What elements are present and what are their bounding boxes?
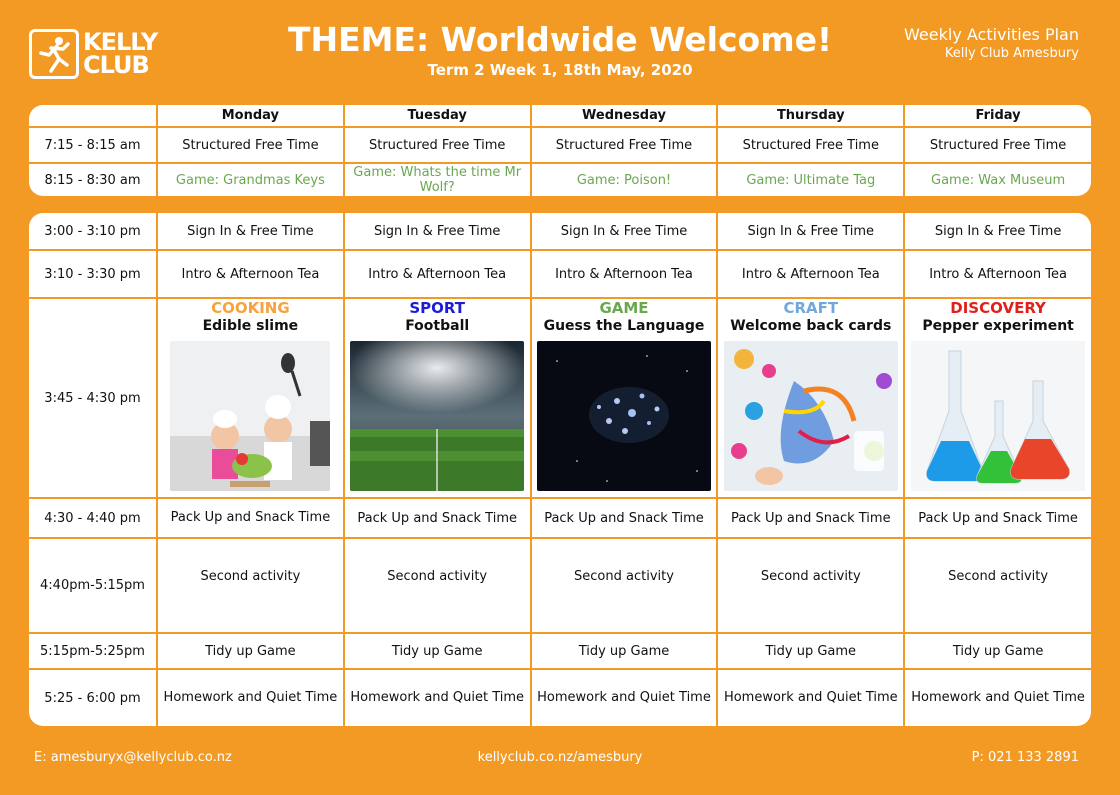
time-slot: 5:15pm-5:25pm (29, 633, 157, 669)
activity-name: Football (405, 318, 470, 334)
plan-location: Kelly Club Amesbury (944, 46, 1079, 61)
schedule-cell: Sign In & Free Time (157, 213, 344, 250)
schedule-cell: Homework and Quiet Time (531, 669, 718, 726)
schedule-cell: Sign In & Free Time (344, 213, 531, 250)
schedule-cell: Structured Free Time (531, 127, 718, 163)
time-slot: 3:00 - 3:10 pm (29, 213, 157, 250)
schedule-cell: Tidy up Game (344, 633, 531, 669)
kelly-club-logo (29, 27, 174, 81)
activity-cell-tuesday (344, 298, 531, 498)
schedule-cell: Second activity (717, 538, 904, 633)
morning-schedule-panel (29, 105, 1091, 196)
activity-cell-friday (904, 298, 1091, 498)
footer-website (0, 750, 1120, 765)
game-cell: Game: Ultimate Tag (717, 163, 904, 196)
schedule-cell: Intro & Afternoon Tea (157, 250, 344, 298)
schedule-cell: Structured Free Time (157, 127, 344, 163)
game-cell: Game: Poison! (531, 163, 718, 196)
schedule-cell: Pack Up and Snack Time (157, 498, 344, 538)
schedule-cell: Structured Free Time (717, 127, 904, 163)
day-header-wednesday: Wednesday (531, 105, 718, 127)
schedule-cell: Tidy up Game (717, 633, 904, 669)
stadium-image (350, 341, 524, 491)
schedule-cell: Pack Up and Snack Time (344, 498, 531, 538)
schedule-cell: Homework and Quiet Time (157, 669, 344, 726)
day-header-tuesday: Tuesday (344, 105, 531, 127)
schedule-cell: Intro & Afternoon Tea (717, 250, 904, 298)
plan-title: Weekly Activities Plan (904, 25, 1079, 44)
activity-cell-thursday (717, 298, 904, 498)
corner-cell (29, 105, 157, 127)
activity-row (29, 298, 1091, 498)
schedule-cell: Structured Free Time (344, 127, 531, 163)
schedule-row (29, 498, 1091, 538)
game-cell: Game: Grandmas Keys (157, 163, 344, 196)
day-header-row (29, 105, 1091, 127)
schedule-row (29, 213, 1091, 250)
schedule-cell: Sign In & Free Time (904, 213, 1091, 250)
schedule-cell: Structured Free Time (904, 127, 1091, 163)
activity-category: CRAFT (783, 299, 839, 317)
lab-flasks-image (911, 341, 1085, 491)
activity-category: SPORT (409, 299, 466, 317)
time-slot: 4:40pm-5:15pm (29, 538, 157, 633)
day-header-monday: Monday (157, 105, 344, 127)
footer-phone: P: 021 133 2891 (971, 750, 1079, 765)
game-cell: Game: Whats the time Mr Wolf? (344, 163, 531, 196)
schedule-cell: Pack Up and Snack Time (717, 498, 904, 538)
time-slot: 5:25 - 6:00 pm (29, 669, 157, 726)
time-slot: 4:30 - 4:40 pm (29, 498, 157, 538)
schedule-row (29, 163, 1091, 196)
schedule-cell: Tidy up Game (531, 633, 718, 669)
afternoon-schedule-panel (29, 213, 1091, 726)
plan-info (904, 25, 1079, 61)
time-slot: 7:15 - 8:15 am (29, 127, 157, 163)
activity-category: COOKING (211, 299, 290, 317)
schedule-cell: Second activity (344, 538, 531, 633)
activity-category: GAME (599, 299, 649, 317)
time-slot: 3:45 - 4:30 pm (29, 298, 157, 498)
activity-name: Pepper experiment (922, 318, 1074, 334)
activity-name: Welcome back cards (730, 318, 892, 334)
schedule-cell: Homework and Quiet Time (344, 669, 531, 726)
activity-cell-wednesday (531, 298, 718, 498)
schedule-cell: Intro & Afternoon Tea (531, 250, 718, 298)
schedule-cell: Intro & Afternoon Tea (344, 250, 531, 298)
time-slot: 3:10 - 3:30 pm (29, 250, 157, 298)
schedule-cell: Pack Up and Snack Time (531, 498, 718, 538)
schedule-row (29, 538, 1091, 633)
day-header-thursday: Thursday (717, 105, 904, 127)
schedule-cell: Homework and Quiet Time (904, 669, 1091, 726)
schedule-cell: Tidy up Game (904, 633, 1091, 669)
schedule-cell: Second activity (904, 538, 1091, 633)
footer-email[interactable]: E: amesburyx@kellyclub.co.nz (34, 750, 232, 765)
schedule-row (29, 250, 1091, 298)
kids-chefs-image (170, 341, 330, 491)
schedule-cell: Second activity (157, 538, 344, 633)
schedule-row (29, 669, 1091, 726)
schedule-cell: Pack Up and Snack Time (904, 498, 1091, 538)
schedule-row (29, 633, 1091, 669)
schedule-row (29, 127, 1091, 163)
running-person-icon (29, 29, 79, 79)
day-header-friday: Friday (904, 105, 1091, 127)
activity-name: Guess the Language (543, 318, 705, 334)
time-slot: 8:15 - 8:30 am (29, 163, 157, 196)
schedule-cell: Sign In & Free Time (717, 213, 904, 250)
paint-craft-image (724, 341, 898, 491)
footer-website-link[interactable]: kellyclub.co.nz/amesbury (477, 750, 643, 765)
page-subtitle: Term 2 Week 1, 18th May, 2020 (427, 61, 693, 79)
activity-cell-monday (157, 298, 344, 498)
logo-wordmark: KELLY CLUB (83, 28, 158, 79)
page-title: THEME: Worldwide Welcome! (287, 20, 833, 59)
schedule-cell: Tidy up Game (157, 633, 344, 669)
schedule-cell: Homework and Quiet Time (717, 669, 904, 726)
star-cluster-image (537, 341, 711, 491)
activity-category: DISCOVERY (950, 299, 1046, 317)
game-cell: Game: Wax Museum (904, 163, 1091, 196)
activity-name: Edible slime (202, 318, 299, 334)
schedule-cell: Intro & Afternoon Tea (904, 250, 1091, 298)
schedule-cell: Second activity (531, 538, 718, 633)
schedule-cell: Sign In & Free Time (531, 213, 718, 250)
